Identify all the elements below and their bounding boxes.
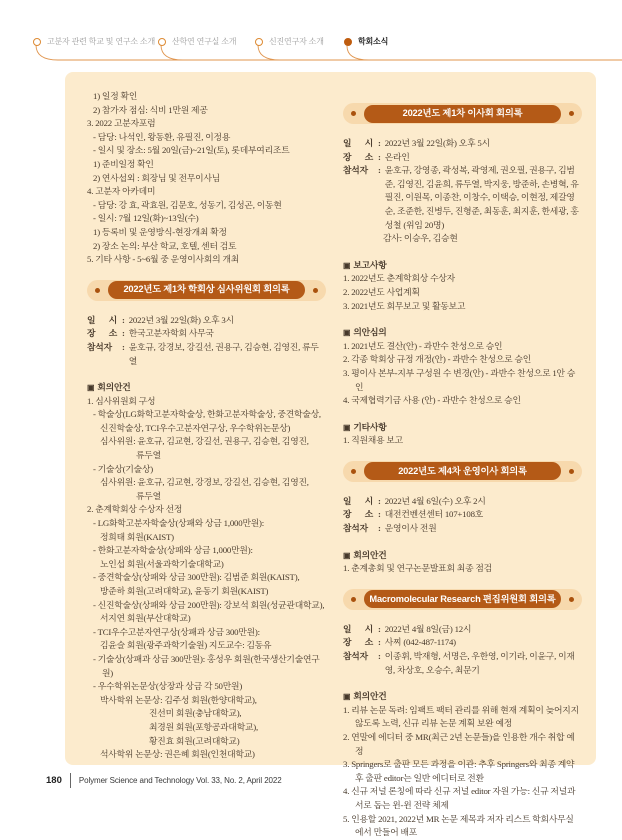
subsection-heading-text: 의안심의 [353,327,387,338]
meeting-line: 서지연 회원(부산대학교) [100,613,191,624]
meta-colon: : [378,623,381,634]
meta-colon: : [122,328,125,339]
meeting-line: 1. 직원채용 보고 [343,435,403,446]
nav-tab-3[interactable] [344,36,388,47]
meta-colon: : [378,495,381,506]
square-bullet-icon: ▣ [343,692,351,702]
subsection-heading-text: 회의안건 [97,382,131,393]
meta-value: 2022년 4월 8일(금) 12시 [384,623,472,634]
meta-label: 장 소 [343,637,373,648]
meta-row [343,508,582,522]
subsection-heading [343,326,582,340]
meta-value: 한국고분자학회 사무국 [128,328,214,339]
meeting-line: 심사위원: 윤호규, 김교현, 강경보, 강길선, 김승현, 김영진, [100,477,309,488]
meta-row [87,314,326,328]
meta-label: 일 시 [343,623,373,634]
meeting-line: 4. 고분자 아카데미 [87,186,156,197]
meta-label: 참석자 [343,651,368,662]
subsection-heading [87,381,326,395]
square-bullet-icon: ▣ [343,550,351,560]
meeting-line: 4. 국제협력기금 사용 (안) - 과반수 찬성으로 승인 [343,395,521,406]
meeting-line: - 일시 및 장소: 5월 20일(금)~21일(토), 롯데부여리조트 [93,145,290,156]
meeting-line: 1. 2021년도 결산(안) - 과반수 찬성으로 승인 [343,340,503,351]
meeting-line: 1) 준비일정 확인 [93,158,154,169]
left-column [87,90,326,765]
meta-colon: : [378,651,381,662]
meeting-line: 최경원 회원(포항공과대학교), [149,721,259,732]
section-header-band [343,103,582,124]
meeting-line: 1) 일정 확인 [93,91,138,101]
meta-row [343,151,582,165]
meta-label: 참석자 [343,523,368,534]
meeting-line: 진선미 회원(충남대학교), [149,708,242,719]
meta-row [343,137,582,151]
meeting-line: 4. 신규 저널 론칭에 따라 신규 저널 editor 자원 가능: 신규 저널과 서로 돕는 윈-윈 전략 체제 [343,786,576,810]
square-bullet-icon: ▣ [87,383,95,393]
meta-row [343,636,582,650]
meeting-line: 석사학위 논문상: 권은혜 회원(인천대학교) [100,749,255,760]
nav-tab-label: 신진연구자 소개 [269,37,324,46]
subsection-heading [343,549,582,563]
meta-colon: : [378,138,381,148]
nav-tab-label: 산학연 연구실 소개 [172,37,237,46]
meeting-line: 심사위원: 윤호규, 김교현, 강길선, 권용구, 김승현, 김영진, [100,436,309,447]
section-header-pill: Macromolecular Research 편집위원회 회의록 [364,590,561,608]
meta-value: 사찌 (042-487-1174) [384,637,456,648]
meeting-line: 1. 리뷰 논문 독려: 임팩트 팩터 관리를 위해 현재 계획이 늦어지지 않도록 노력, 신규 리뷰 논문 계획 보완 예정 [343,704,579,729]
section-header-pill: 2022년도 제1차 이사회 회의록 [364,105,561,123]
meta-value: 2022년 3월 22일(화) 오후 5시 [384,138,490,148]
meta-row [87,341,326,368]
header-dot-left-icon [351,469,356,474]
meeting-line: 2) 연사섭외 : 회장님 및 전무이사님 [93,172,221,183]
meeting-line: 3. 평이사 본부-지부 구성원 수 변경(안) - 과반수 찬성으로 1안 승인 [343,367,576,392]
nav-tab-0[interactable] [33,36,155,47]
meeting-line: - 일시: 7월 12일(화)~13일(수) [93,213,199,224]
meeting-line: - 담당: 나석인, 왕동환, 유필진, 이정용 [93,131,231,142]
meta-colon: : [378,523,381,534]
meta-value: 윤호규, 강경보, 강길선, 권용구, 김승현, 김영진, 류두열 [128,341,319,366]
meta-row [87,327,326,341]
meta-label: 참석자 [343,165,368,176]
header-dot-right-icon [313,288,318,293]
meeting-line: - 신진학술상(상패와 상금 200만원): 강보석 회원(성균관대학교), [93,599,325,610]
meeting-line: 신진학술상, TCI우수고분자연구상, 우수학위논문상) [100,422,291,433]
nav-tab-dot-icon [255,38,263,46]
nav-tab-dot-icon [33,38,41,46]
meta-value: 대전컨벤션센터 107+108호 [384,509,484,520]
meta-label: 일 시 [87,314,117,325]
nav-tab-dot-icon [344,38,352,46]
footer-journal-title: Polymer Science and Technology Vol. 33, No. 2, April 2022 [78,776,282,785]
subsection-heading-text: 회의안건 [353,691,387,702]
section-header-pill: 2022년도 제4차 운영이사 회의록 [364,462,561,480]
meeting-line: 3. 2022 고분자포럼 [87,118,156,129]
meta-value: 윤호규, 강영종, 곽성복, 곽영제, 권오필, 권용구, 김범준, 김영진, 김윤희, 류두열, 박지웅, 방준하, 손병혁, 유필진, 이원목, 이종찬, 이창수, 이택승, 이현정, 제갈영순, 조준한, 진병두, 진형준, 최동훈, 최지훈, 한세광, 홍성철 (위임 20명) [384,165,579,230]
meta-label: 일 시 [343,495,373,506]
header-dot-right-icon [569,469,574,474]
meeting-line: 5. 인용할 2021, 2022년 MR 논문 제목과 저자 리스트 학회사무실에서 만들어 배포 [343,813,574,838]
header-dot-left-icon [351,111,356,116]
footer-page-number: 180 [46,775,62,786]
meta-colon: : [122,314,125,325]
page-footer [46,773,282,788]
subsection-heading-text: 보고사항 [353,259,387,270]
meta-row [343,522,582,536]
meeting-line: - 중견학술상(상패와 상금 300만원): 김범준 회원(KAIST), [93,572,300,583]
meeting-line: - 기술상(기술상) [93,463,153,474]
meta-value: 2022년 3월 22일(화) 오후 3시 [128,314,234,325]
square-bullet-icon: ▣ [343,422,351,432]
meta-label: 일 시 [343,138,373,148]
meta-label: 장 소 [343,151,373,162]
top-tab-bar [0,0,622,60]
right-column [343,90,582,838]
nav-tab-1[interactable] [158,36,236,47]
meeting-line: 3. Springers로 출판 모든 과정을 이관: 추후 Springers와 최종 계약 후 출판 editor는 일반 에디터로 전환 [343,759,575,783]
meeting-line: 1. 춘계총회 및 연구논문발표회 최종 점검 [343,563,492,574]
meeting-line: 2. 춘계학회상 수상자 선정 [87,504,183,515]
meta-colon: : [378,509,381,520]
footer-divider [70,773,71,788]
meta-row [343,650,582,677]
header-dot-right-icon [569,597,574,602]
nav-tab-dot-icon [158,38,166,46]
meta-label: 장 소 [87,328,117,339]
meeting-line: 1. 심사위원회 구성 [87,395,156,406]
subsection-heading [343,421,582,435]
nav-tab-label: 학회소식 [358,37,389,46]
meta-label: 참석자 [87,341,112,352]
meeting-line: - 한화고분자학술상(상패와 상금 1,000만원): [93,545,253,556]
meeting-line: 류두열 [136,450,161,461]
meeting-line: - LG화학고분자학술상(상패와 상금 1,000만원): [93,518,265,529]
subsection-heading [343,690,582,704]
meeting-line: 방준하 회원(고려대학교), 윤동기 회원(KAIST) [100,586,269,596]
nav-tab-label: 고분자 관련 학교 및 연구소 소개 [47,37,155,46]
meeting-line: 3. 2021년도 회무보고 및 활동보고 [343,300,466,311]
square-bullet-icon: ▣ [343,328,351,338]
header-dot-left-icon [351,597,356,602]
section-header-pill: 2022년도 제1차 학회상 심사위원회 회의록 [108,281,305,299]
meta-row [343,164,582,232]
meeting-line: - 담당: 강 효, 곽효원, 김문호, 성동기, 김성곤, 이동현 [93,199,282,210]
meeting-line: 2. 각종 학회상 규정 개정(안) - 과반수 찬성으로 승인 [343,354,532,365]
meta-value: 운영이사 전원 [384,523,437,534]
meta-value: 온라인 [384,151,410,162]
meeting-line: 황진효 회원(고려대학교) [149,735,240,746]
header-dot-left-icon [95,288,100,293]
header-dot-right-icon [569,111,574,116]
meeting-line: - 우수학위논문상(상장과 상금 각 50만원) [93,681,243,692]
section-header-band [87,280,326,301]
meta-colon: : [378,165,381,176]
meeting-line: 5. 기타 사항 - 5~6월 중 운영이사회의 개최 [87,254,240,265]
square-bullet-icon: ▣ [343,260,351,270]
meeting-line: 박사학위 논문상: 김주성 회원(한양대학교), [100,694,257,705]
meeting-line: 2) 장소 논의: 부산 학교, 호텔, 센터 검토 [93,240,237,251]
meeting-line: 김윤슬 회원(광주과학기술원) 지도교수: 김동유 [100,640,272,651]
meta-colon: : [122,341,125,352]
meta-colon: : [378,151,381,162]
meeting-line: 노인섭 회원(서울과학기술대학교) [100,558,224,569]
meta-label: 장 소 [343,509,373,520]
meta-row [343,623,582,637]
meta-value: 이종휘, 박재형, 서명은, 우한영, 이기라, 이윤구, 이재영, 차상호, 오승수, 최문기 [384,651,575,675]
subsection-heading-text: 기타사항 [353,421,387,432]
meeting-line: 2. 2022년도 사업계획 [343,286,420,297]
section-header-band [343,461,582,482]
meeting-line: - 기술상(상패과 상금 300만원): 홍성우 회원(한국생산기술연구원) [93,653,320,678]
meeting-line: 감사: 이승우, 김승현 [383,233,458,244]
meta-value: 2022년 4월 6일(수) 오후 2시 [384,495,486,506]
meeting-line: 2. 연말에 에디터 중 MR(최근 2년 논문들)을 인용한 개수 취합 예정 [343,732,575,756]
meta-colon: : [378,637,381,648]
subsection-heading-text: 회의안건 [353,549,387,560]
meeting-line: 1. 2022년도 춘계학회상 수상자 [343,273,455,284]
meeting-line: - TCI우수고분자연구상(상패과 상금 300만원): [93,626,260,637]
nav-tab-2[interactable] [255,36,324,47]
meeting-line: 정희태 회원(KAIST) [100,531,174,542]
meeting-line: 2) 참가자 점심: 식비 1만원 제공 [93,104,208,115]
meeting-line: - 학술상(LG화학고분자학술상, 한화고분자학술상, 중견학술상, [93,409,321,420]
section-header-band [343,589,582,610]
meta-row [343,495,582,509]
subsection-heading [343,259,582,273]
meeting-line: 류두열 [136,490,161,501]
meeting-line: 1) 등록비 및 운영방식-현장개최 확정 [93,226,227,237]
